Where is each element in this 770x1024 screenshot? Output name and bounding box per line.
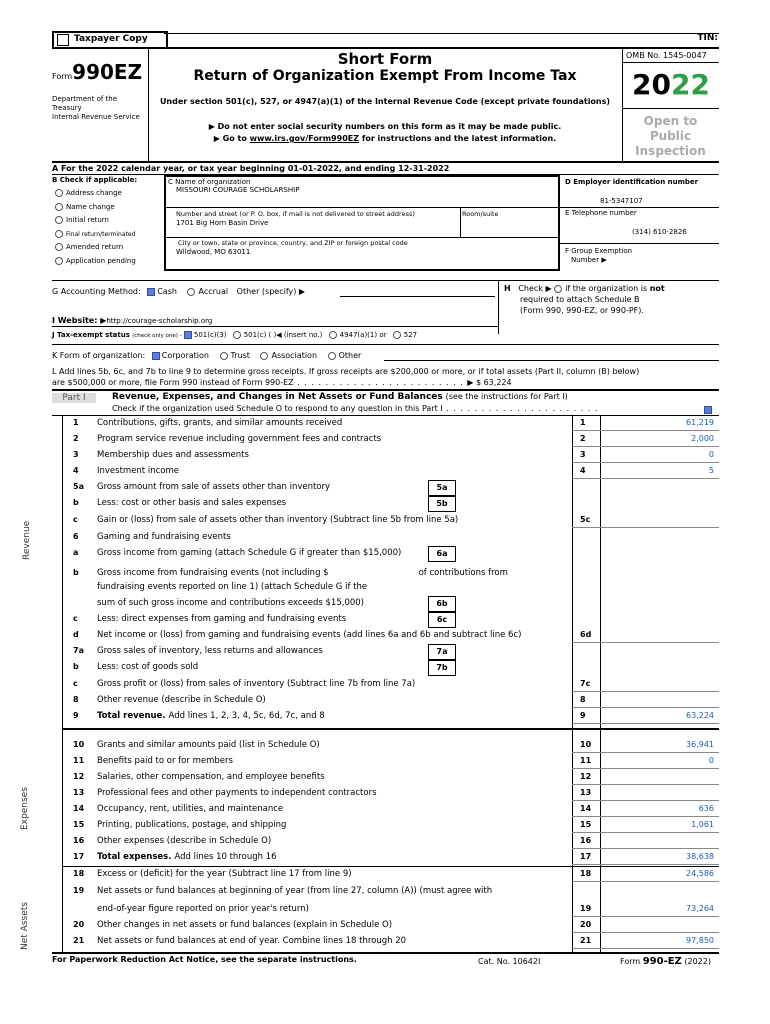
line-ref: 21 xyxy=(580,936,592,945)
phone-label: E Telephone number xyxy=(565,209,637,217)
line-ref: 7c xyxy=(580,679,591,688)
line-ref: 16 xyxy=(580,836,592,845)
line-text xyxy=(97,836,271,846)
line-value[interactable]: 0 xyxy=(708,756,714,765)
line-label: Gross income from gaming (attach Schedule G if greater than $15,000) xyxy=(97,548,402,558)
line-number: b xyxy=(73,662,79,671)
line-number: 1 xyxy=(73,418,79,427)
ein-label: D Employer identification number xyxy=(565,178,699,186)
irs-link-note: ▶ Go to www.irs.gov/Form990EZ for instructions and the latest information. xyxy=(213,134,557,143)
line-label: Less: cost or other basis and sales expenses xyxy=(97,498,287,508)
line-ref: 13 xyxy=(580,788,592,797)
line-text xyxy=(97,630,521,640)
line-ref: 5c xyxy=(580,515,591,524)
line-text xyxy=(97,886,492,896)
city-address: Wildwood, MO 63011 xyxy=(176,248,251,256)
check-b-label: B Check if applicable: xyxy=(52,176,138,184)
sub-line-box: 7b xyxy=(428,660,456,676)
title-short-form: Short Form xyxy=(337,50,433,68)
line-label: Gross amount from sale of assets other than inventory xyxy=(97,482,331,492)
line-number: 18 xyxy=(73,869,85,878)
opt-501c[interactable]: 501(c) ( xyxy=(233,331,272,339)
irs-link[interactable]: www.irs.gov/Form990EZ xyxy=(249,134,360,143)
line-text xyxy=(97,450,249,460)
line-number: 4 xyxy=(73,466,79,475)
phone-value: (314) 610-2826 xyxy=(632,228,687,236)
sub-line-box: 6a xyxy=(428,546,456,562)
copy-checkbox[interactable] xyxy=(57,34,69,46)
line-value[interactable]: 38,638 xyxy=(686,852,714,861)
line-ref: 3 xyxy=(580,450,586,459)
title-main: Return of Organization Exempt From Income Tax xyxy=(193,68,577,84)
tax-exempt-status: J Tax-exempt status (check only one) - 501(c)(3) 501(c) ( )◀ (insert no.) 4947(a)(1) or 527 xyxy=(52,331,418,339)
line-number: 6 xyxy=(73,532,79,541)
line-text xyxy=(97,869,352,879)
org-name: MISSOURI COURAGE SCHOLARSHIP xyxy=(176,186,300,194)
line-text xyxy=(97,936,406,946)
website-value[interactable]: http://courage-scholarship.org xyxy=(106,317,213,325)
line-ref: 20 xyxy=(580,920,592,929)
line-ref: 9 xyxy=(580,711,586,720)
schedule-o-checkbox[interactable] xyxy=(704,406,712,414)
line-label: Net assets or fund balances at beginning of year (from line 27, column (A)) (must agree with xyxy=(97,886,493,896)
line-number: d xyxy=(73,630,79,639)
line-number: 11 xyxy=(73,756,85,765)
line-label: Program service revenue including government fees and contracts xyxy=(97,434,382,444)
cat-number: Cat. No. 10642I xyxy=(478,957,541,966)
line-label: Total expenses. xyxy=(97,852,172,862)
line-text xyxy=(97,788,377,798)
line-ref: 4 xyxy=(580,466,586,475)
line-label: Gaming and fundraising events xyxy=(97,532,231,542)
line-label: Less: cost of goods sold xyxy=(97,662,199,672)
city-label: City or town, state or province, country, and ZIP or foreign postal code xyxy=(178,239,408,247)
line-text xyxy=(97,466,179,476)
part1-title: Revenue, Expenses, and Changes in Net Assets or Fund Balances (see the instructions for Part I) xyxy=(112,392,568,402)
check-initial-return[interactable]: Initial return xyxy=(55,214,136,228)
line-label: sum of such gross income and contributions exceeds $15,000) xyxy=(97,598,364,608)
line-ref: 6d xyxy=(580,630,592,639)
line-label: Total revenue. xyxy=(97,711,166,721)
line-number: 9 xyxy=(73,711,79,720)
line-text xyxy=(97,515,458,525)
sub-line-box: 7a xyxy=(428,644,456,660)
part1-label: Part I xyxy=(52,393,96,403)
sub-line-box: 6b xyxy=(428,596,456,612)
line-text xyxy=(97,920,392,930)
line-text xyxy=(97,740,320,750)
accrual-checkbox[interactable]: Accrual xyxy=(187,287,228,296)
net-assets-side-label: Net Assets xyxy=(20,902,30,950)
org-form: K Form of organization: Corporation Trust Association Other xyxy=(52,351,362,360)
opt-corporation[interactable]: Corporation xyxy=(152,351,209,360)
line-label: Other expenses (describe in Schedule O) xyxy=(97,836,272,846)
check-address-change[interactable]: Address change xyxy=(55,187,136,201)
line-label: Other changes in net assets or fund balances (explain in Schedule O) xyxy=(97,920,393,930)
line-number: 12 xyxy=(73,772,85,781)
line-value[interactable]: 2,000 xyxy=(691,434,714,443)
line-number: c xyxy=(73,614,78,623)
line-text xyxy=(97,772,325,782)
line-text xyxy=(97,679,415,689)
line-text xyxy=(97,418,342,428)
line-ref: 15 xyxy=(580,820,592,829)
line-number: 15 xyxy=(73,820,85,829)
section-a: A For the 2022 calendar year, or tax year beginning 01-01-2022, and ending 12-31-2022 xyxy=(52,164,450,173)
line-label-extra: Add lines 1, 2, 3, 4, 5c, 6d, 7c, and 8 xyxy=(168,711,325,721)
line-ref: 19 xyxy=(580,904,592,913)
line-label: Gross income from fundraising events (not including $ xyxy=(97,568,329,578)
line-text xyxy=(97,614,346,624)
opt-527[interactable]: 527 xyxy=(393,331,417,339)
line-ref: 18 xyxy=(580,869,592,878)
line-label: Contributions, gifts, grants, and similar amounts received xyxy=(97,418,343,428)
line-text xyxy=(97,904,309,914)
line-label: Less: direct expenses from gaming and fundraising events xyxy=(97,614,347,624)
opt-association[interactable]: Association xyxy=(260,351,317,360)
line-text xyxy=(97,852,277,862)
line-ref: 14 xyxy=(580,804,592,813)
line-number: 7a xyxy=(73,646,84,655)
line-text xyxy=(97,820,286,830)
line-value[interactable]: 5 xyxy=(708,466,714,475)
expenses-side-label: Expenses xyxy=(20,787,30,830)
line-value[interactable]: 36,941 xyxy=(686,740,714,749)
line-ref: 8 xyxy=(580,695,586,704)
line-label: Membership dues and assessments xyxy=(97,450,249,460)
line-text xyxy=(97,548,401,558)
street-label: Number and street (or P. O. box, if mail is not delivered to street address) xyxy=(176,210,415,218)
line-label-extra: of contributions from xyxy=(418,568,508,578)
ein-value: 81-5347107 xyxy=(600,197,643,205)
line-number: 2 xyxy=(73,434,79,443)
street-address: 1701 Big Horn Basin Drive xyxy=(176,219,269,227)
line-label: Investment income xyxy=(97,466,179,476)
taxpayer-copy-label: Taxpayer Copy xyxy=(74,34,148,44)
line-label: Net assets or fund balances at end of year. Combine lines 18 through 20 xyxy=(97,936,407,946)
opt-4947[interactable]: 4947(a)(1) or xyxy=(329,331,387,339)
opt-501c3[interactable]: 501(c)(3) xyxy=(184,331,227,339)
line-label: Grants and similar amounts paid (list in Schedule O) xyxy=(97,740,320,750)
check-amended-return[interactable]: Amended return xyxy=(55,241,136,255)
sub-line-box: 6c xyxy=(428,612,456,628)
accounting-method: G Accounting Method: Cash Accrual Other (specify) ▶ xyxy=(52,287,306,296)
line-text xyxy=(97,498,286,508)
check-final-return[interactable]: Final return/terminated xyxy=(55,228,136,242)
line-text xyxy=(97,662,198,672)
other-method[interactable]: Other (specify) ▶ xyxy=(236,287,306,296)
line-label-extra: Add lines 10 through 16 xyxy=(174,852,277,862)
line-label: Benefits paid to or for members xyxy=(97,756,233,766)
line-ref: 17 xyxy=(580,852,592,861)
line-label: Printing, publications, postage, and shipping xyxy=(97,820,287,830)
line-ref: 2 xyxy=(580,434,586,443)
line-value[interactable]: 61,219 xyxy=(686,418,714,427)
line-label: Gross profit or (loss) from sales of inventory (Subtract line 7b from line 7a) xyxy=(97,679,416,689)
sub-line-box: 5a xyxy=(428,480,456,496)
check-b-list xyxy=(55,187,136,268)
omb-number: OMB No. 1545-0047 xyxy=(626,51,707,60)
h-checkbox[interactable] xyxy=(554,285,562,293)
form-number: Form990EZ xyxy=(52,60,143,84)
line-number: 19 xyxy=(73,886,85,895)
line-number: c xyxy=(73,515,78,524)
line-text xyxy=(97,582,367,592)
footer-notice: For Paperwork Reduction Act Notice, see the separate instructions. xyxy=(52,955,357,964)
line-text xyxy=(97,695,266,705)
line-value[interactable]: 97,850 xyxy=(686,936,714,945)
line-number: 10 xyxy=(73,740,85,749)
h-check: H Check ▶ if the organization is not required to attach Schedule B (Form 990, 990-EZ, or 990-PF). xyxy=(504,284,665,315)
line-label: Gross sales of inventory, less returns and allowances xyxy=(97,646,323,656)
line-number: 20 xyxy=(73,920,85,929)
line-ref: 11 xyxy=(580,756,592,765)
line-value[interactable]: 1,061 xyxy=(691,820,714,829)
line-number: a xyxy=(73,548,79,557)
line-number: 5a xyxy=(73,482,84,491)
org-name-label: C Name of organization xyxy=(168,178,251,186)
line-number: 21 xyxy=(73,936,85,945)
line-value[interactable]: 63,224 xyxy=(686,711,714,720)
sub-line-box: 5b xyxy=(428,496,456,512)
opt-trust[interactable]: Trust xyxy=(220,351,250,360)
line-ref: 10 xyxy=(580,740,592,749)
line-value[interactable]: 636 xyxy=(698,804,714,813)
line-label: Excess or (deficit) for the year (Subtract line 17 from line 9) xyxy=(97,869,352,879)
check-name-change[interactable]: Name change xyxy=(55,201,136,215)
footer-form: Form 990-EZ (2022) xyxy=(620,956,711,967)
revenue-side-label: Revenue xyxy=(22,520,32,560)
line-label: Gain or (loss) from sale of assets other than inventory (Subtract line 5b from line 5a) xyxy=(97,515,459,525)
line-label: Professional fees and other payments to independent contractors xyxy=(97,788,377,798)
line-number: 13 xyxy=(73,788,85,797)
line-text xyxy=(97,804,283,814)
line-text xyxy=(97,532,231,542)
open-to-public: Open to Public Inspection xyxy=(635,114,706,158)
line-text xyxy=(97,756,233,766)
line-label: fundraising events reported on line 1) (attach Schedule G if the xyxy=(97,582,368,592)
line-number: 14 xyxy=(73,804,85,813)
line-number: b xyxy=(73,498,79,507)
line-text xyxy=(97,646,323,656)
line-l: L Add lines 5b, 6c, and 7b to line 9 to determine gross receipts. If gross receipts are $200,000 or more, or if total assets (Part II, column (B) below) are $500,000 or more, file Form 990 instead of Form 990-EZ . . . . . . . . . . . . . . . . . . . . . . . . ▶ $ 63,224 xyxy=(52,367,640,387)
line-ref: 12 xyxy=(580,772,592,781)
check-application-pending[interactable]: Application pending xyxy=(55,255,136,269)
line-ref: 1 xyxy=(580,418,586,427)
line-text xyxy=(97,568,508,578)
org-info-box xyxy=(164,175,560,271)
cash-checkbox[interactable]: Cash xyxy=(147,287,177,296)
website: I Website: ▶http://courage-scholarship.org xyxy=(52,316,213,325)
line-number: b xyxy=(73,568,79,577)
opt-other[interactable]: Other xyxy=(328,351,362,360)
line-number: 17 xyxy=(73,852,85,861)
room-label: Room/suite xyxy=(462,210,499,218)
line-label: Salaries, other compensation, and employee benefits xyxy=(97,772,325,782)
line-label: Occupancy, rent, utilities, and maintenance xyxy=(97,804,284,814)
line-number: 8 xyxy=(73,695,79,704)
ssn-note: ▶ Do not enter social security numbers on this form as it may be made public. xyxy=(208,122,562,131)
line-label: Net income or (loss) from gaming and fundraising events (add lines 6a and 6b and subtract line 6c) xyxy=(97,630,522,640)
subtitle: Under section 501(c), 527, or 4947(a)(1) of the Internal Revenue Code (except private foundations) xyxy=(159,97,611,106)
group-exemption: F Group Exemption Number ▶ xyxy=(565,247,633,264)
line-text xyxy=(97,711,325,721)
part1-check: Check if the organization used Schedule O to respond to any question in this Part I . . . . . . . . . . . . . . . . . . . . . . xyxy=(112,404,599,413)
line-number: c xyxy=(73,679,78,688)
line-text xyxy=(97,434,381,444)
department: Department of the Treasury Internal Revenue Service xyxy=(52,95,140,121)
line-text xyxy=(97,598,364,608)
line-label: Other revenue (describe in Schedule O) xyxy=(97,695,266,705)
tax-year: 2022 xyxy=(632,68,710,101)
line-value[interactable]: 73,264 xyxy=(686,904,714,913)
line-value[interactable]: 24,586 xyxy=(686,869,714,878)
line-number: 3 xyxy=(73,450,79,459)
line-value[interactable]: 0 xyxy=(708,450,714,459)
line-text xyxy=(97,482,330,492)
line-number: 16 xyxy=(73,836,85,845)
line-label: end-of-year figure reported on prior year's return) xyxy=(97,904,309,914)
tin-label: TIN: xyxy=(697,33,718,43)
